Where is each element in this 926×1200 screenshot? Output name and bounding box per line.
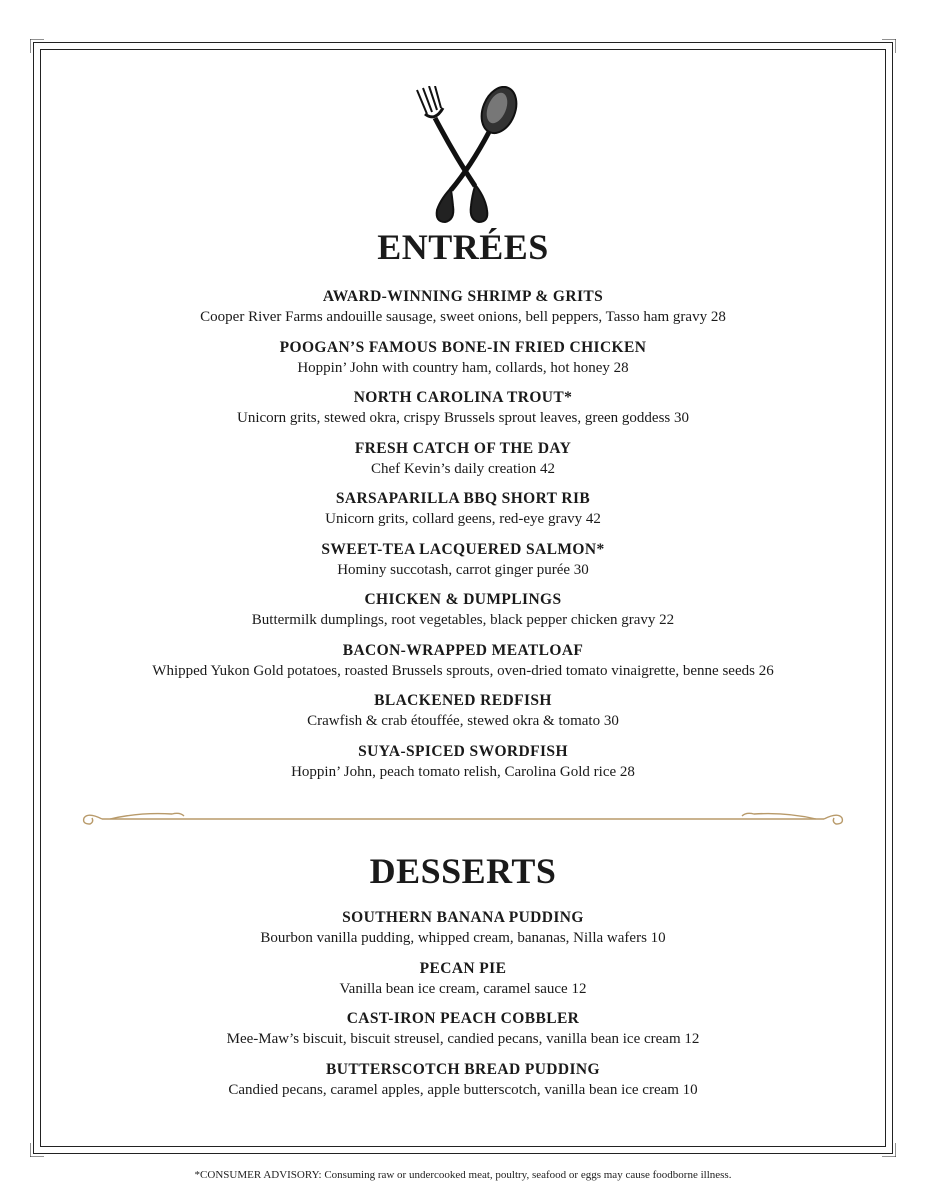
menu-item [0, 959, 926, 1010]
menu-item [0, 287, 926, 338]
item-name: POOGAN’S FAMOUS BONE-IN FRIED CHICKEN [279, 338, 647, 356]
item-name: PECAN PIE [419, 959, 507, 977]
item-description: Buttermilk dumplings, root vegetables, black pepper chicken gravy 22 [251, 612, 675, 628]
menu-item [0, 540, 926, 591]
item-name: BACON-WRAPPED MEATLOAF [342, 641, 584, 659]
item-name: FRESH CATCH OF THE DAY [354, 439, 572, 457]
item-name: CAST-IRON PEACH COBBLER [346, 1010, 580, 1027]
item-description: Vanilla bean ice cream, caramel sauce 12 [339, 980, 587, 997]
item-description: Mee-Maw’s biscuit, biscuit streusel, candied pecans, vanilla bean ice cream 12 [226, 1031, 700, 1047]
item-name: SUYA-SPICED SWORDFISH [358, 742, 568, 760]
menu-item [0, 388, 926, 439]
menu-item [0, 1060, 926, 1111]
item-name: SWEET-TEA LACQUERED SALMON* [321, 540, 605, 558]
item-description: Chef Kevin’s daily creation 42 [370, 460, 556, 477]
item-name: NORTH CAROLINA TROUT* [353, 389, 573, 406]
desserts-list [0, 908, 926, 1110]
menu-item [0, 641, 926, 692]
menu-item [0, 590, 926, 641]
item-description: Bourbon vanilla pudding, whipped cream, bananas, Nilla wafers 10 [260, 930, 666, 946]
item-description: Cooper River Farms andouille sausage, sweet onions, bell peppers, Tasso ham gravy 28 [200, 309, 726, 325]
item-description: Candied pecans, caramel apples, apple butterscotch, vanilla bean ice cream 10 [228, 1081, 698, 1098]
menu-item [0, 1009, 926, 1060]
item-name: SARSAPARILLA BBQ SHORT RIB [335, 490, 591, 507]
item-description: Whipped Yukon Gold potatoes, roasted Brussels sprouts, oven-dried tomato vinaigrette, benne seeds 26 [152, 662, 774, 679]
item-description: Hoppin’ John with country ham, collards, hot honey 28 [297, 359, 629, 376]
item-name: CHICKEN & DUMPLINGS [364, 591, 562, 608]
menu-item [0, 489, 926, 540]
consumer-advisory: *CONSUMER ADVISORY: Consuming raw or undercooked meat, poultry, seafood or eggs may cause foodborne illness. [194, 1169, 732, 1181]
item-name: BUTTERSCOTCH BREAD PUDDING [326, 1060, 600, 1078]
item-description: Unicorn grits, stewed okra, crispy Brussels sprout leaves, green goddess 30 [237, 410, 689, 426]
entrees-list [0, 287, 926, 792]
ornamental-divider-icon [80, 806, 846, 830]
menu-item [0, 439, 926, 490]
entrees-title: ENTRÉES [377, 227, 549, 267]
menu-item [0, 908, 926, 959]
item-description: Crawfish & crab étouffée, stewed okra & tomato 30 [307, 713, 619, 729]
item-description: Unicorn grits, collard geens, red-eye gravy 42 [325, 511, 601, 527]
desserts-title: DESSERTS [369, 851, 557, 891]
item-name: BLACKENED REDFISH [374, 692, 552, 709]
crossed-fork-spoon-icon [405, 86, 521, 226]
menu-item [0, 338, 926, 389]
item-name: SOUTHERN BANANA PUDDING [342, 909, 584, 926]
menu-item [0, 691, 926, 742]
item-name: AWARD-WINNING SHRIMP & GRITS [322, 288, 604, 305]
item-description: Hominy succotash, carrot ginger purée 30 [337, 561, 589, 578]
menu-item [0, 742, 926, 793]
item-description: Hoppin’ John, peach tomato relish, Carolina Gold rice 28 [291, 763, 635, 780]
